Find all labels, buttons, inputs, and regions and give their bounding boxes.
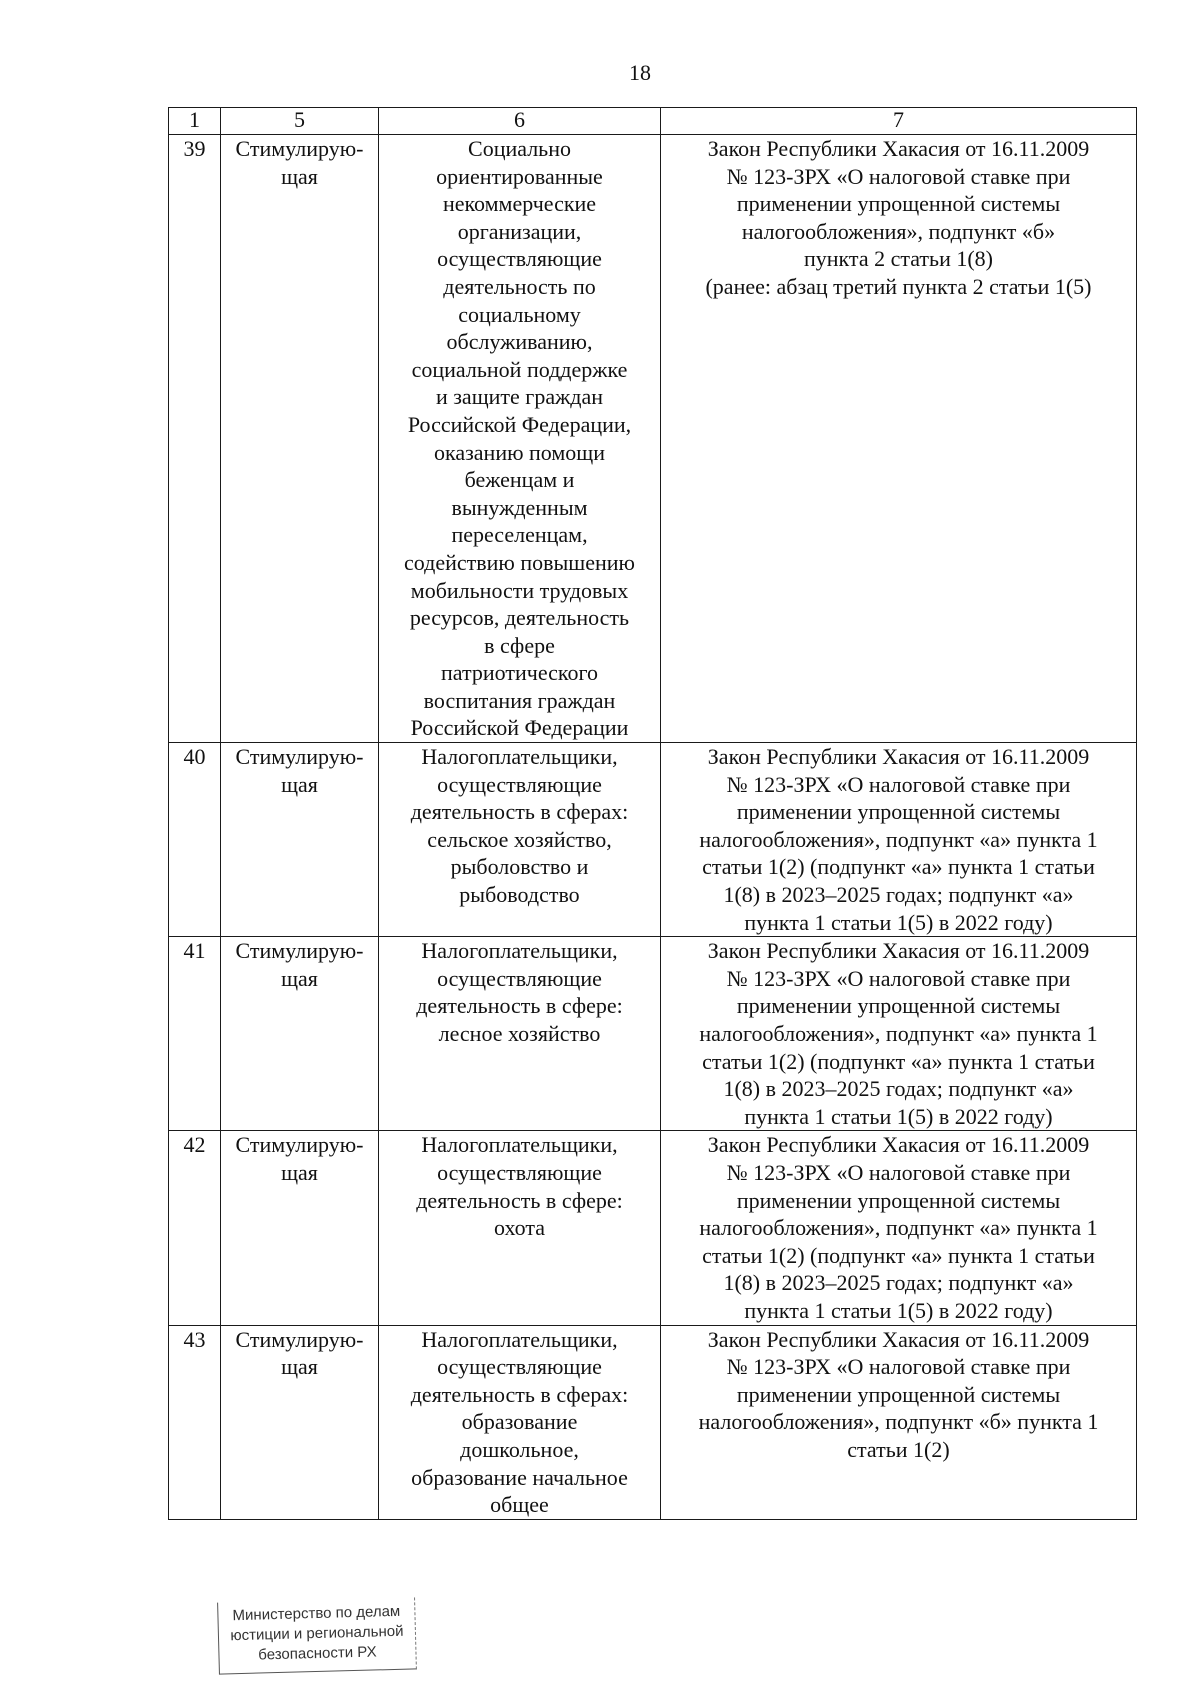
cell-line: щая [281,163,318,189]
cell-line: образование [461,1409,578,1435]
cell-line: социальной поддержке [411,356,628,382]
cell-line: применении упрощенной системы [736,993,1061,1019]
cell-line: ориентированные [436,163,603,189]
cell-line: рыболовство и [450,854,589,880]
cell-line: Стимулирую- [235,136,364,161]
header-cell-6: 6 [379,108,661,135]
cell-line: и защите граждан [435,384,604,410]
cell-line: щая [281,1159,318,1185]
ministry-stamp [217,1597,417,1674]
taxpayer-category-cell [379,135,661,743]
cell-line: щая [281,1354,318,1380]
cell-line: налогообложения», подпункт «а» пункта 1 [699,1215,1098,1241]
cell-line: деятельность в сферах: [410,1381,629,1407]
cell-line: воспитания граждан [423,687,616,713]
cell-line: пункта 2 статьи 1(8) [803,246,993,272]
table-row [169,135,1137,743]
cell-line: обслуживанию, [446,329,593,355]
cell-line: пункта 1 статьи 1(5) в 2022 году) [744,1297,1053,1323]
table-row [169,937,1137,1131]
row-number-cell: 42 [169,1131,221,1325]
cell-line: мобильности трудовых [410,577,629,603]
cell-line: рыбоводство [459,882,580,908]
cell-line: социальному [458,301,581,327]
cell-line: осуществляющие [437,246,602,272]
cell-line: образование начальное [411,1464,628,1490]
cell-line: налогообложения», подпункт «а» пункта 1 [699,1021,1098,1046]
taxpayer-category-cell [379,743,661,937]
legal-basis-cell [661,1325,1137,1519]
table-row [169,743,1137,937]
cell-line: № 123-ЗРХ «О налоговой ставке при [726,163,1071,189]
cell-line: переселенцам, [451,522,588,548]
cell-line: оказанию помощи [433,439,606,465]
cell-line: ресурсов, деятельность [409,605,630,631]
cell-line: некоммерческие [442,191,597,217]
cell-line: беженцам и [464,467,575,493]
cell-line: Налогоплательщики, [421,1326,618,1352]
cell-line: Стимулирую- [235,938,364,964]
cell-line: вынужденным [451,494,588,520]
taxpayer-category-cell [379,937,661,1131]
cell-line: статьи 1(2) (подпункт «а» пункта 1 статьи [702,1048,1095,1074]
cell-line: Налогоплательщики, [421,744,618,770]
cell-line: № 123-ЗРХ «О налоговой ставке при [726,1159,1071,1185]
stamp-line: безопасности РХ [258,1643,377,1664]
cell-line: № 123-ЗРХ «О налоговой ставке при [726,1354,1071,1380]
cell-line: Закон Республики Хакасия от 16.11.2009 [707,1326,1090,1352]
cell-line: Налогоплательщики, [421,938,618,964]
expenditure-type-cell [221,1325,379,1519]
cell-line: № 123-ЗРХ «О налоговой ставке при [726,965,1071,991]
row-number-cell: 41 [169,937,221,1131]
cell-line: Закон Республики Хакасия от 16.11.2009 [707,938,1090,964]
taxpayer-category-cell [379,1325,661,1519]
cell-line: дошкольное, [460,1436,579,1462]
table-header-row [169,108,1137,135]
cell-line: № 123-ЗРХ «О налоговой ставке при [726,771,1071,797]
cell-line: применении упрощенной системы [736,191,1061,217]
cell-line: Российской Федерации, [407,411,632,437]
expenditure-type-cell [221,937,379,1131]
cell-line: деятельность в сферах: [410,799,629,825]
row-number-cell: 40 [169,743,221,937]
cell-line: 1(8) в 2023–2025 годах; подпункт «а» [723,1270,1074,1296]
expenditure-type-cell [221,135,379,743]
cell-line: сельское хозяйство, [427,826,612,852]
cell-line: деятельность в сфере: [416,1187,623,1213]
cell-line: 1(8) в 2023–2025 годах; подпункт «а» [723,882,1074,908]
cell-line: (ранее: абзац третий пункта 2 статьи 1(5) [705,273,1092,299]
legal-basis-cell [661,743,1137,937]
cell-line: осуществляющие [437,965,602,991]
cell-line: лесное хозяйство [438,1021,601,1046]
cell-line: охота [494,1215,545,1241]
cell-line: патриотического [441,660,598,686]
header-cell-7: 7 [661,108,1137,135]
cell-line: щая [281,771,318,797]
cell-line: Социально [468,136,571,161]
cell-line: Закон Республики Хакасия от 16.11.2009 [707,1132,1090,1158]
cell-line: налогообложения», подпункт «б» [741,218,1056,244]
row-number-cell: 43 [169,1325,221,1519]
expenditure-type-cell [221,1131,379,1325]
cell-line: деятельность по [443,273,596,299]
cell-line: применении упрощенной системы [736,799,1061,825]
cell-line: Закон Республики Хакасия от 16.11.2009 [707,744,1090,770]
cell-line: налогообложения», подпункт «а» пункта 1 [699,826,1098,852]
cell-line: в сфере [484,632,555,658]
header-cell-1: 1 [169,108,221,135]
legal-basis-cell [661,135,1137,743]
legal-basis-cell [661,937,1137,1131]
page-number: 18 [629,60,651,85]
cell-line: осуществляющие [437,771,602,797]
cell-line: Российской Федерации [410,715,629,741]
document-table [168,107,1137,1520]
cell-line: пункта 1 статьи 1(5) в 2022 году) [744,909,1053,935]
taxpayer-category-cell [379,1131,661,1325]
cell-line: применении упрощенной системы [736,1187,1061,1213]
cell-line: пункта 1 статьи 1(5) в 2022 году) [744,1103,1053,1129]
cell-line: статьи 1(2) [847,1436,950,1462]
stamp-line: юстиции и региональной [230,1622,404,1645]
cell-line: статьи 1(2) (подпункт «а» пункта 1 статьи [702,1242,1095,1268]
cell-line: деятельность в сфере: [416,993,623,1019]
legal-basis-cell [661,1131,1137,1325]
table-row [169,1325,1137,1519]
cell-line: организации, [457,218,582,244]
cell-line: Налогоплательщики, [421,1132,618,1158]
table-row [169,1131,1137,1325]
cell-line: налогообложения», подпункт «б» пункта 1 [698,1409,1099,1435]
cell-line: Стимулирую- [235,1326,364,1352]
cell-line: 1(8) в 2023–2025 годах; подпункт «а» [723,1076,1074,1102]
cell-line: Стимулирую- [235,744,364,770]
cell-line: Закон Республики Хакасия от 16.11.2009 [707,136,1090,161]
cell-line: осуществляющие [437,1159,602,1185]
cell-line: содействию повышению [404,549,635,575]
expenditure-type-cell [221,743,379,937]
row-number-cell: 39 [169,135,221,743]
cell-line: статьи 1(2) (подпункт «а» пункта 1 статьи [702,854,1095,880]
cell-line: осуществляющие [437,1354,602,1380]
cell-line: щая [281,965,318,991]
header-cell-5: 5 [221,108,379,135]
cell-line: общее [490,1492,549,1518]
stamp-line: Министерство по делам [232,1602,401,1625]
cell-line: Стимулирую- [235,1132,364,1158]
cell-line: применении упрощенной системы [736,1381,1061,1407]
